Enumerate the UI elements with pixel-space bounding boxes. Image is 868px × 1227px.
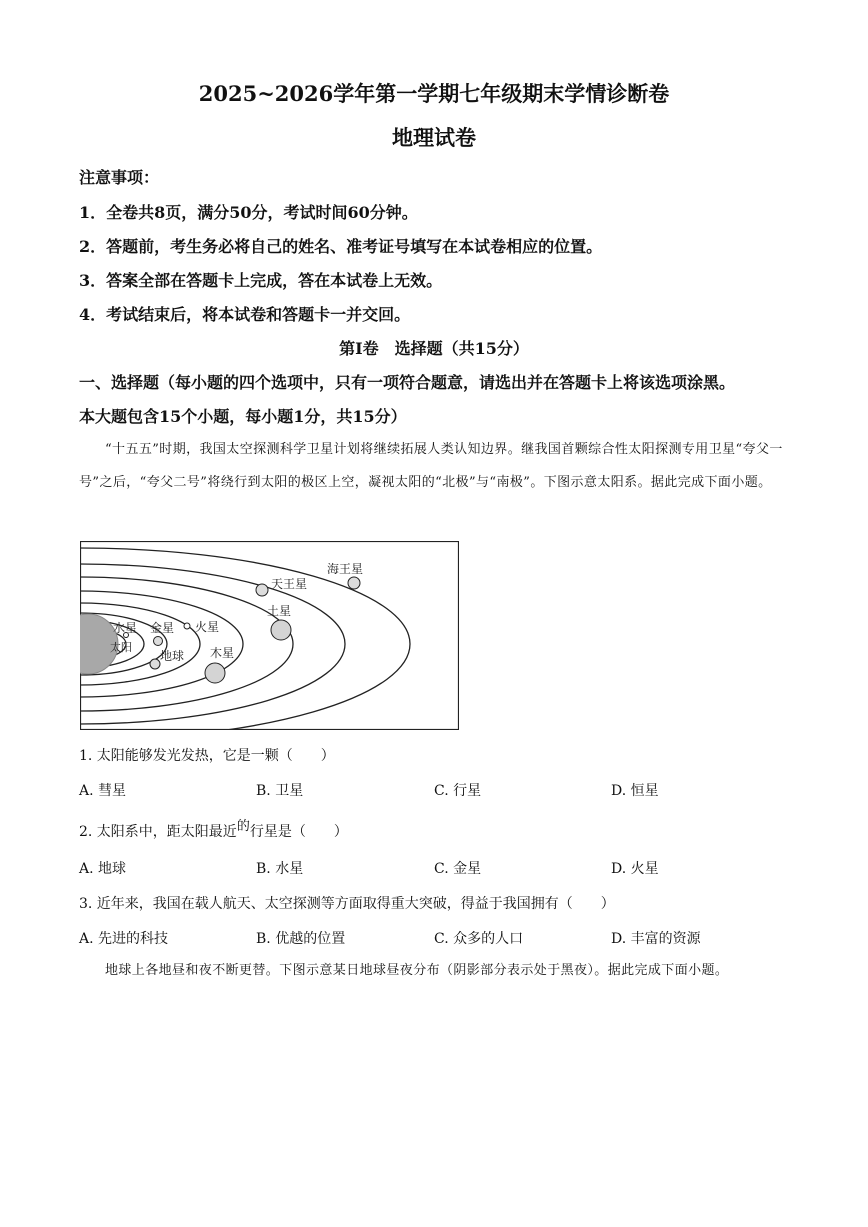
jupiter-icon (205, 663, 225, 683)
passage-2: 地球上各地昼和夜不断更替。下图示意某日地球昼夜分布（阴影部分表示处于黑夜）。据此完成下面小题。 (105, 963, 729, 978)
q3-option-c: C. 众多的人口 (434, 931, 524, 947)
q2-option-c: C. 金星 (434, 861, 482, 877)
earth-icon (150, 659, 160, 669)
neptune-icon (348, 577, 360, 589)
exam-subtitle: 地理试卷 (392, 125, 476, 150)
notes-heading: 注意事项： (79, 168, 160, 187)
mars-icon (184, 623, 190, 629)
section-instruction: 一、选择题（每小题的四个选项中，只有一项符合题意，请选出并在答题卡上将该选项涂黑。 (79, 373, 736, 392)
q2-stem-sup: 的 (236, 819, 250, 834)
venus-icon (154, 637, 163, 646)
passage-1: “十五五”时期，我国太空探测科学卫星计划将继续拓展人类认知边界。继我国首颗综合性太阳探测专用卫星“夸父一号”之后，“夸父二号”将绕行到太阳的极区上空，凝视太阳的“北极”与“南极”。下图示意太阳系。据此完成下面小题。 (79, 442, 783, 490)
label-jupiter: 木星 (210, 646, 235, 660)
question-2-stem (79, 821, 348, 841)
q3-option-d: D. 丰富的资源 (611, 931, 701, 947)
section-title: 第Ⅰ卷 选择题（共15分） (339, 339, 529, 358)
q3-option-b: B. 优越的位置 (256, 931, 346, 947)
question-1-stem: 1. 太阳能够发光发热，它是一颗（ ） (79, 748, 335, 764)
note-item: 1．全卷共8页，满分50分，考试时间60分钟。 (79, 203, 418, 222)
label-saturn: 土星 (267, 604, 292, 618)
section-instruction-cont: 本大题包含15个小题，每小题1分，共15分） (79, 407, 407, 426)
label-sun: 太阳 (110, 641, 132, 654)
label-uranus: 天王星 (271, 577, 308, 591)
q1-option-a: A. 彗星 (79, 783, 127, 799)
note-item: 4．考试结束后，将本试卷和答题卡一并交回。 (79, 305, 411, 324)
q1-option-b: B. 卫星 (256, 783, 304, 799)
q2-option-a: A. 地球 (79, 861, 127, 877)
exam-title: 2025~2026学年第一学期七年级期末学情诊断卷 (198, 81, 670, 106)
saturn-icon (271, 620, 291, 640)
q2-stem-part: 2. 太阳系中，距太阳最近 (79, 824, 237, 840)
q3-option-a: A. 先进的科技 (79, 931, 169, 947)
label-neptune: 海王星 (327, 562, 364, 576)
label-venus: 金星 (150, 621, 175, 635)
q2-option-d: D. 火星 (611, 861, 659, 877)
q1-option-c: C. 行星 (434, 783, 482, 799)
q2-stem-end: 行星是（ ） (249, 824, 348, 840)
q2-option-b: B. 水星 (256, 861, 304, 877)
note-item: 3．答案全部在答题卡上完成，答在本试卷上无效。 (79, 271, 443, 290)
q1-option-d: D. 恒星 (611, 783, 659, 799)
label-mercury: 水星 (113, 621, 138, 635)
label-earth: 地球 (160, 649, 185, 663)
question-3-stem: 3. 近年来，我国在载人航天、太空探测等方面取得重大突破，得益于我国拥有（ ） (79, 896, 615, 912)
label-mars: 火星 (195, 620, 220, 634)
uranus-icon (256, 584, 268, 596)
diagram-frame (81, 542, 459, 730)
solar-system-diagram (80, 541, 459, 730)
note-item: 2．答题前，考生务必将自己的姓名、准考证号填写在本试卷相应的位置。 (79, 237, 603, 256)
